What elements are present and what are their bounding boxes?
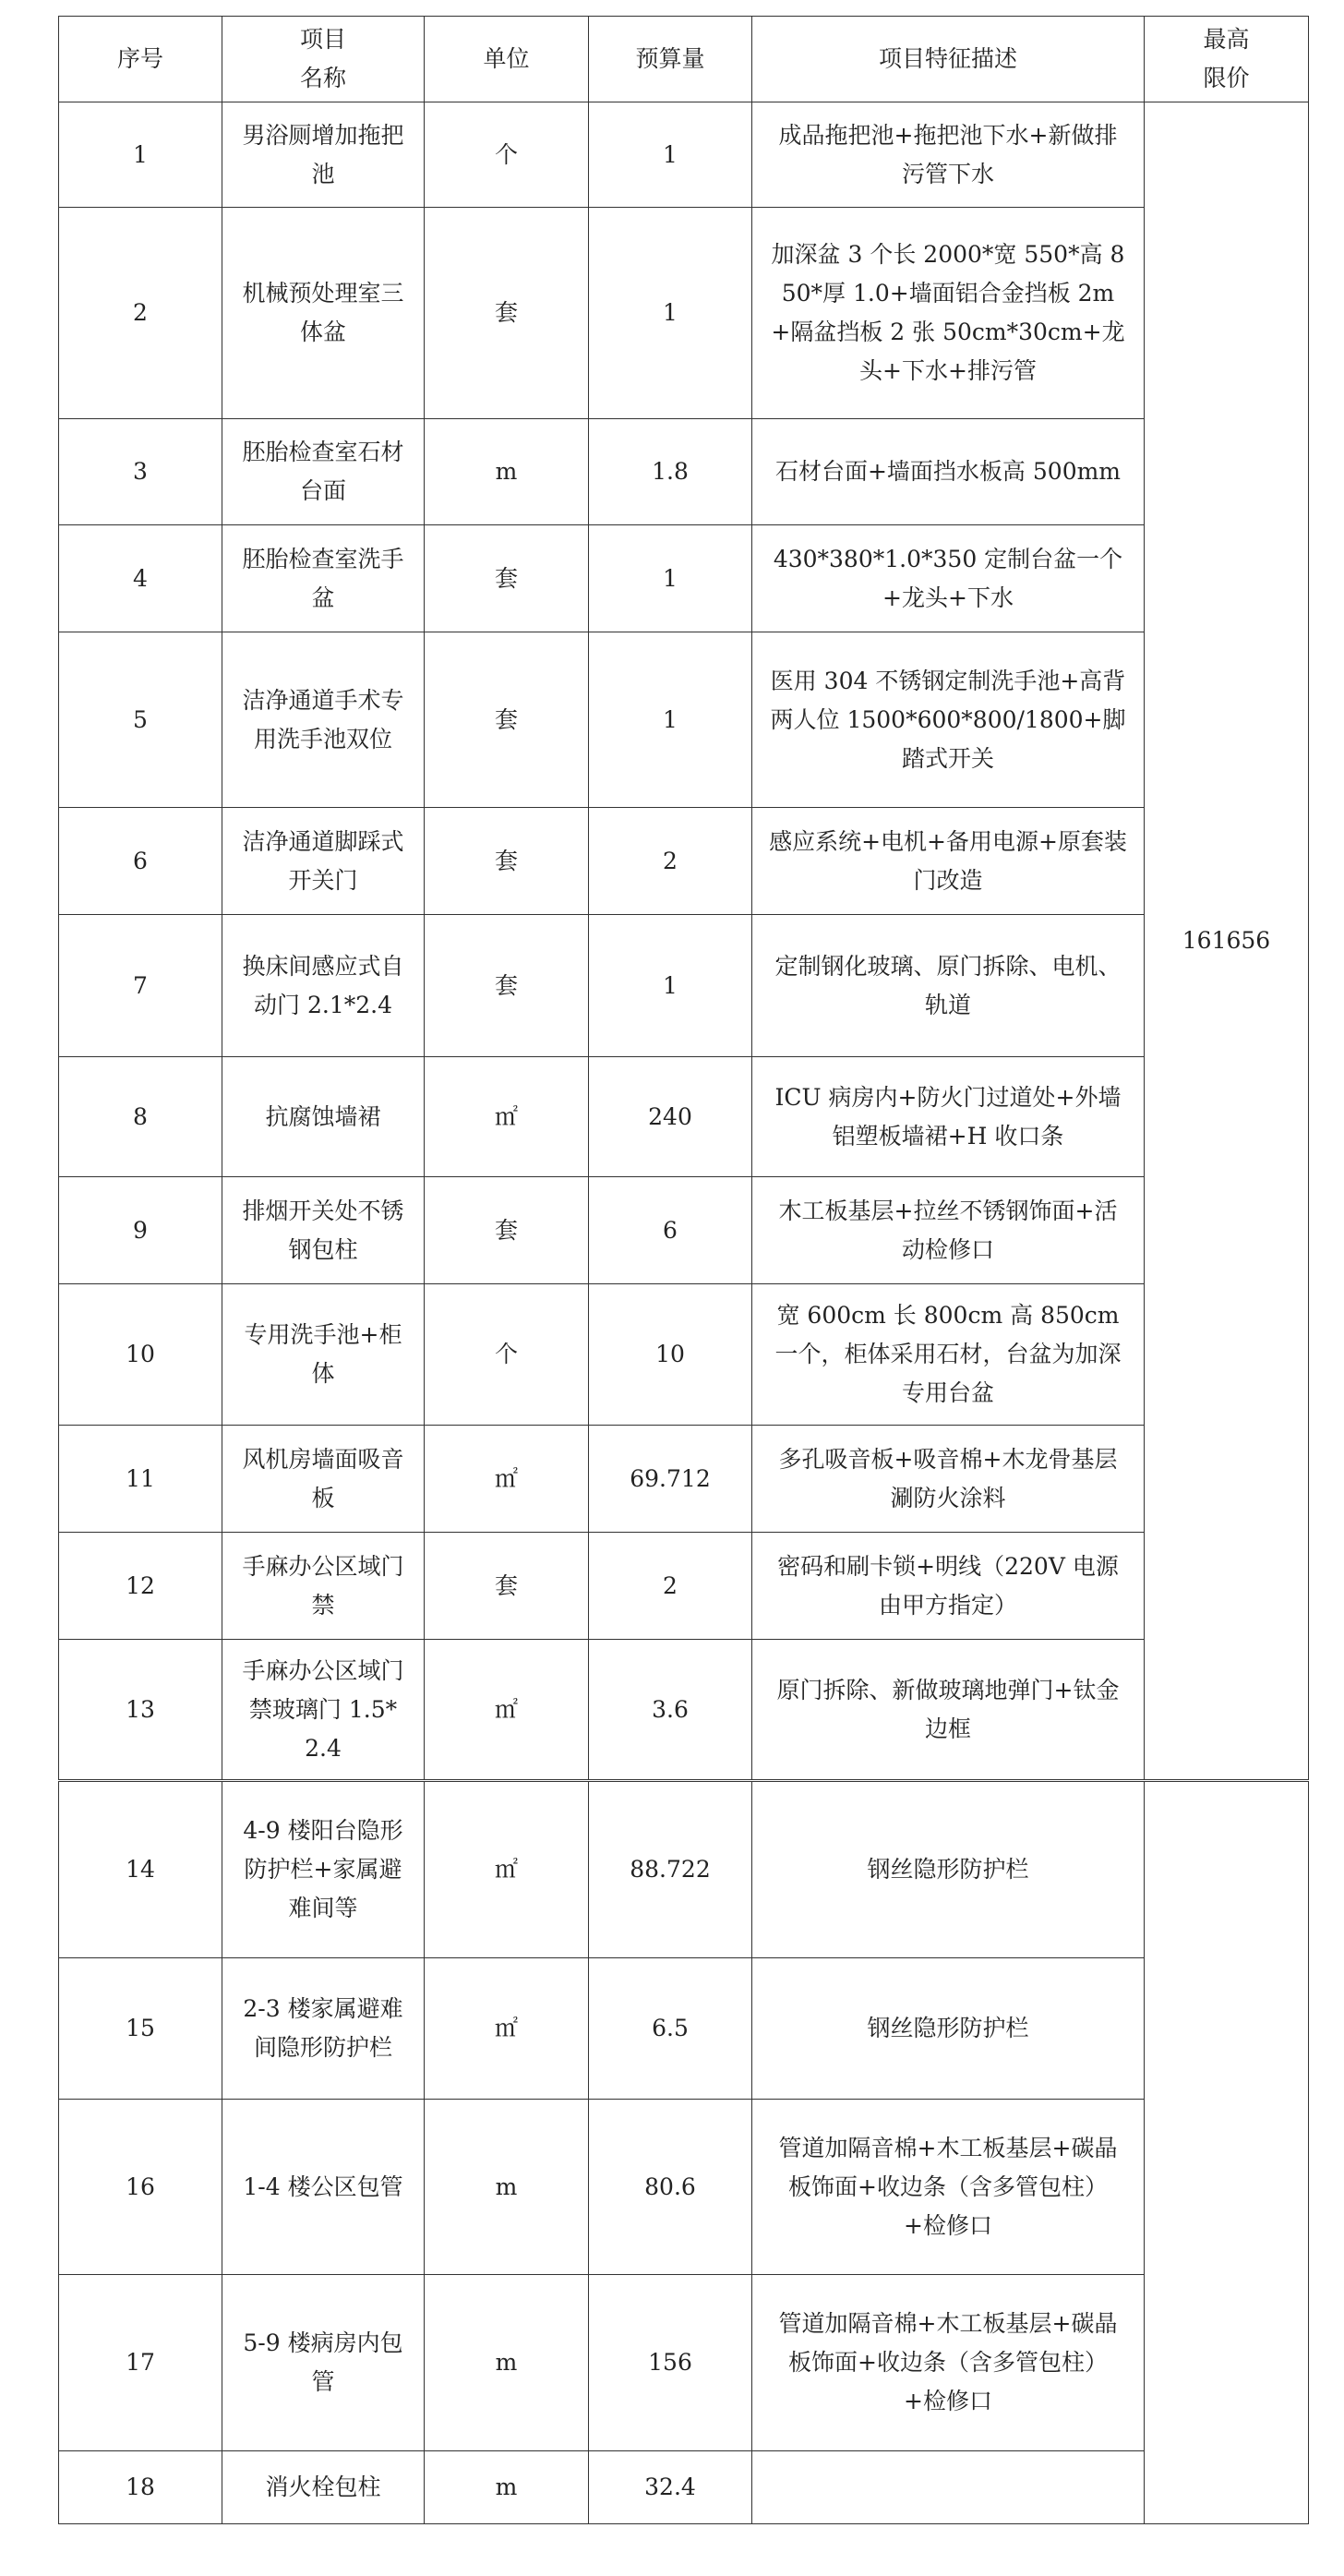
cell-no: 18 (59, 2451, 222, 2524)
table-row (59, 208, 1309, 419)
cell-name: 洁净通道手术专用洗手池双位 (222, 632, 425, 808)
cell-name: 机械预处理室三体盆 (222, 208, 425, 419)
cell-max-price-empty (1145, 1782, 1309, 2524)
cell-no: 14 (59, 1782, 222, 1958)
cell-name: 专用洗手池+柜体 (222, 1284, 425, 1426)
cell-no: 1 (59, 102, 222, 208)
cell-desc: 感应系统+电机+备用电源+原套装门改造 (752, 808, 1145, 915)
cell-name: 抗腐蚀墙裙 (222, 1057, 425, 1177)
cell-qty: 88.722 (589, 1782, 752, 1958)
cell-no: 10 (59, 1284, 222, 1426)
cell-no: 13 (59, 1640, 222, 1780)
cell-desc (752, 2451, 1145, 2524)
cell-unit: 套 (425, 1177, 589, 1284)
table-header-row (59, 17, 1309, 102)
header-price-line1: 最高 (1203, 26, 1250, 53)
cell-name: 4-9 楼阳台隐形防护栏+家属避难间等 (222, 1782, 425, 1958)
cell-qty: 32.4 (589, 2451, 752, 2524)
cell-name: 手麻办公区域门禁玻璃门 1.5*2.4 (222, 1640, 425, 1780)
cell-unit: ㎡ (425, 1640, 589, 1780)
cell-qty: 1 (589, 102, 752, 208)
cell-max-price: 161656 (1145, 102, 1309, 1780)
cell-no: 4 (59, 525, 222, 632)
cell-name: 胚胎检查室洗手盆 (222, 525, 425, 632)
cell-name: 1-4 楼公区包管 (222, 2100, 425, 2275)
cell-desc: ICU 病房内+防火门过道处+外墙铝塑板墙裙+H 收口条 (752, 1057, 1145, 1177)
header-qty: 预算量 (589, 17, 752, 102)
cell-no: 17 (59, 2275, 222, 2451)
table-row (59, 1640, 1309, 1780)
cell-qty: 2 (589, 1533, 752, 1640)
cell-desc: 定制钢化玻璃、原门拆除、电机、轨道 (752, 915, 1145, 1057)
cell-unit: 套 (425, 208, 589, 419)
cell-name: 胚胎检查室石材台面 (222, 419, 425, 525)
cell-no: 5 (59, 632, 222, 808)
cell-desc: 多孔吸音板+吸音棉+木龙骨基层涮防火涂料 (752, 1426, 1145, 1533)
cell-qty: 6 (589, 1177, 752, 1284)
cell-name: 手麻办公区域门禁 (222, 1533, 425, 1640)
cell-unit: 个 (425, 102, 589, 208)
table-row (59, 419, 1309, 525)
cell-name: 2-3 楼家属避难间隐形防护栏 (222, 1958, 425, 2100)
header-price (1145, 17, 1309, 102)
table-row (59, 1177, 1309, 1284)
cell-unit: ㎡ (425, 1958, 589, 2100)
cell-desc: 管道加隔音棉+木工板基层+碳晶板饰面+收边条（含多管包柱）+检修口 (752, 2275, 1145, 2451)
cell-unit: 套 (425, 808, 589, 915)
cell-qty: 1 (589, 525, 752, 632)
cell-no: 6 (59, 808, 222, 915)
header-name-line1: 项目 (299, 26, 346, 53)
cell-qty: 156 (589, 2275, 752, 2451)
cell-desc: 管道加隔音棉+木工板基层+碳晶板饰面+收边条（含多管包柱）+检修口 (752, 2100, 1145, 2275)
cell-unit: 套 (425, 915, 589, 1057)
cell-unit: 套 (425, 525, 589, 632)
table-row (59, 525, 1309, 632)
table-row (59, 1958, 1309, 2100)
cell-desc: 医用 304 不锈钢定制洗手池+高背两人位 1500*600*800/1800+脚踏式开关 (752, 632, 1145, 808)
header-name-line2: 名称 (299, 65, 346, 91)
cell-no: 8 (59, 1057, 222, 1177)
cell-unit: 套 (425, 632, 589, 808)
cell-qty: 2 (589, 808, 752, 915)
cell-name: 5-9 楼病房内包管 (222, 2275, 425, 2451)
cell-qty: 80.6 (589, 2100, 752, 2275)
cell-qty: 10 (589, 1284, 752, 1426)
cell-qty: 1 (589, 915, 752, 1057)
table-row (59, 1057, 1309, 1177)
cell-qty: 1.8 (589, 419, 752, 525)
header-name (222, 17, 425, 102)
cell-no: 12 (59, 1533, 222, 1640)
cell-qty: 1 (589, 208, 752, 419)
cell-no: 7 (59, 915, 222, 1057)
cell-no: 9 (59, 1177, 222, 1284)
table-row (59, 808, 1309, 915)
table-row (59, 2100, 1309, 2275)
cell-no: 2 (59, 208, 222, 419)
cell-unit: m (425, 419, 589, 525)
cell-unit: ㎡ (425, 1426, 589, 1533)
table-row (59, 632, 1309, 808)
cell-unit: m (425, 2275, 589, 2451)
header-desc: 项目特征描述 (752, 17, 1145, 102)
cell-desc: 宽 600cm 长 800cm 高 850cm 一个，柜体采用石材，台盆为加深专用台盆 (752, 1284, 1145, 1426)
cell-qty: 6.5 (589, 1958, 752, 2100)
cell-desc: 430*380*1.0*350 定制台盆一个+龙头+下水 (752, 525, 1145, 632)
cell-no: 3 (59, 419, 222, 525)
table-row (59, 1426, 1309, 1533)
header-unit: 单位 (425, 17, 589, 102)
cell-qty: 1 (589, 632, 752, 808)
cell-name: 男浴厕增加拖把池 (222, 102, 425, 208)
cell-name: 排烟开关处不锈钢包柱 (222, 1177, 425, 1284)
cell-unit: ㎡ (425, 1057, 589, 1177)
cell-qty: 3.6 (589, 1640, 752, 1780)
header-price-line2: 限价 (1203, 65, 1250, 91)
cell-desc: 木工板基层+拉丝不锈钢饰面+活动检修口 (752, 1177, 1145, 1284)
cell-desc: 加深盆 3 个长 2000*宽 550*高 850*厚 1.0+墙面铝合金挡板 2m+隔盆挡板 2 张 50cm*30cm+龙头+下水+排污管 (752, 208, 1145, 419)
cell-unit: m (425, 2451, 589, 2524)
table-row (59, 102, 1309, 208)
cell-unit: 套 (425, 1533, 589, 1640)
cell-unit: 个 (425, 1284, 589, 1426)
table-row (59, 2275, 1309, 2451)
cell-qty: 240 (589, 1057, 752, 1177)
cell-desc: 钢丝隐形防护栏 (752, 1958, 1145, 2100)
cell-name: 换床间感应式自动门 2.1*2.4 (222, 915, 425, 1057)
table-row (59, 2451, 1309, 2524)
cell-unit: ㎡ (425, 1782, 589, 1958)
table-row (59, 1782, 1309, 1958)
cell-no: 16 (59, 2100, 222, 2275)
cell-unit: m (425, 2100, 589, 2275)
budget-table-page-2 (58, 1781, 1309, 2524)
budget-table-page-1 (58, 16, 1309, 1780)
cell-name: 洁净通道脚踩式开关门 (222, 808, 425, 915)
cell-name: 风机房墙面吸音板 (222, 1426, 425, 1533)
header-no: 序号 (59, 17, 222, 102)
cell-no: 11 (59, 1426, 222, 1533)
cell-qty: 69.712 (589, 1426, 752, 1533)
table-row (59, 915, 1309, 1057)
cell-name: 消火栓包柱 (222, 2451, 425, 2524)
cell-desc: 密码和刷卡锁+明线（220V 电源由甲方指定） (752, 1533, 1145, 1640)
table-row (59, 1284, 1309, 1426)
cell-no: 15 (59, 1958, 222, 2100)
cell-desc: 石材台面+墙面挡水板高 500mm (752, 419, 1145, 525)
table-row (59, 1533, 1309, 1640)
cell-desc: 成品拖把池+拖把池下水+新做排污管下水 (752, 102, 1145, 208)
cell-desc: 原门拆除、新做玻璃地弹门+钛金边框 (752, 1640, 1145, 1780)
cell-desc: 钢丝隐形防护栏 (752, 1782, 1145, 1958)
